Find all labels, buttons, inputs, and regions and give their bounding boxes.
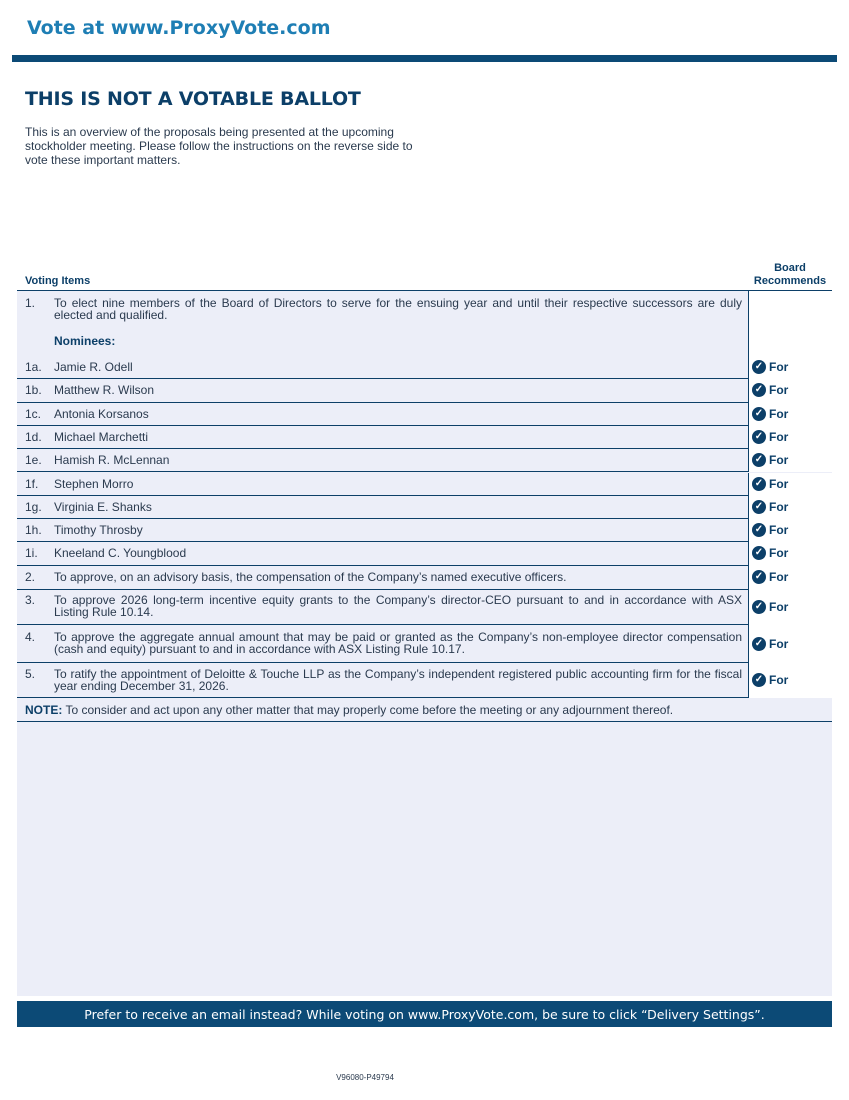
nominee-name: Virginia E. Shanks [54,499,152,514]
recommendation-label: For [769,360,789,374]
recommendation-cell [748,426,832,449]
header-divider [12,55,837,62]
recommendation-label: For [769,523,789,538]
proposal-number: 1. [25,296,36,310]
nominee-number: 1g. [25,499,42,514]
intro-text: This is an overview of the proposals being presented at the upcoming stockholder meeting. Please follow the instructions on the reverse side to vote these important matters. [25,125,413,167]
page-headline: THIS IS NOT A VOTABLE BALLOT [25,88,361,110]
ballot-table [17,290,832,996]
check-circle-icon: ✓ [752,523,766,537]
voting-items-header: Voting Items [25,275,91,287]
proposal-number: 3. [25,592,36,607]
recommendation-label: For [769,673,789,687]
recommendation-label: For [769,429,789,444]
proposal-text: To approve the aggregate annual amount that may be paid or granted as the Company’s non-employee director compensation (cash and equity) pursuant to and in accordance with ASX Listing Rule 10.17. [54,629,742,656]
note-body: To consider and act upon any other matter that may properly come before the meeting or any adjournment thereof. [62,703,674,717]
recommendation-label: For [769,476,789,491]
recommendation-label: For [769,383,789,398]
nominee-row [17,449,832,472]
nominees-label: Nominees: [54,334,116,348]
proposal-number: 2. [25,570,36,584]
recommendation-label: For [769,453,789,468]
nominee-name: Matthew R. Wilson [54,383,155,398]
recommendation-label: For [769,499,789,514]
check-circle-icon: ✓ [752,600,766,614]
recommendation-label: For [769,570,789,584]
check-circle-icon: ✓ [752,546,766,560]
recommendation-label: For [769,599,789,614]
proposal-row-2 [17,566,832,590]
nominee-row [17,403,832,426]
recommendation-cell [748,519,832,542]
nominee-number: 1d. [25,429,42,444]
check-circle-icon: ✓ [752,570,766,584]
recommendation-cell [748,496,832,519]
recommendation-cell [748,291,832,356]
proposal-row-5 [17,663,832,698]
check-circle-icon: ✓ [752,637,766,651]
check-circle-icon: ✓ [752,407,766,421]
nominee-row [17,542,832,566]
recommendation-label: For [769,636,789,651]
recommendation-cell [748,625,832,664]
board-recommends-header [748,262,832,287]
check-circle-icon: ✓ [752,477,766,491]
note-row [17,698,832,722]
nominee-row [17,473,832,496]
recommendation-label: For [769,406,789,421]
nominee-number: 1i. [25,546,38,561]
nominee-row [17,496,832,519]
proposal-number: 5. [25,667,36,681]
check-circle-icon: ✓ [752,673,766,687]
recommendation-label: For [769,546,789,561]
proposal-text: To ratify the appointment of Deloitte & Touche LLP as the Company’s independent registered public accounting firm for the fiscal year ending December 31, 2026. [54,667,742,693]
board-header-line2: Recommends [753,274,827,287]
nominee-number: 1h. [25,523,42,538]
check-circle-icon: ✓ [752,500,766,514]
check-circle-icon: ✓ [752,383,766,397]
proposal-row-4 [17,625,832,664]
recommendation-cell [748,403,832,426]
nominee-row [17,356,832,379]
recommendation-cell [748,473,832,496]
check-circle-icon: ✓ [752,430,766,444]
nominee-name: Jamie R. Odell [54,360,133,374]
recommendation-cell [748,449,832,472]
document-code: V96080-P49794 [336,1073,394,1082]
proposal-text: To approve 2026 long-term incentive equity grants to the Company’s director-CEO pursuant to and in accordance with ASX Listing Rule 10.14. [54,592,742,619]
recommendation-cell [748,590,832,625]
board-header-line1: Board [774,262,806,274]
nominee-number: 1f. [25,476,39,491]
proposal-text: To approve, on an advisory basis, the compensation of the Company’s named executive officers. [54,570,567,584]
nominee-name: Antonia Korsanos [54,406,149,421]
check-circle-icon: ✓ [752,453,766,467]
note-text [25,703,673,717]
nominee-name: Michael Marchetti [54,429,149,444]
nominee-name: Hamish R. McLennan [54,453,170,468]
note-label: NOTE: [25,703,63,717]
nominee-row [17,426,832,449]
nominee-name: Kneeland C. Youngblood [54,546,187,561]
recommendation-cell [748,379,832,402]
nominee-row [17,519,832,542]
check-circle-icon: ✓ [752,360,766,374]
nominee-number: 1e. [25,453,42,468]
recommendation-cell [748,566,832,590]
nominee-name: Timothy Throsby [54,523,143,538]
proposal-text: To elect nine members of the Board of Directors to serve for the ensuing year and until their respective successors are duly elected and qualified. [54,296,742,322]
recommendation-cell [748,542,832,566]
nominee-number: 1b. [25,383,42,398]
proposal-row-3 [17,590,832,625]
recommendation-cell [748,663,832,698]
proxyvote-site-title: Vote at www.ProxyVote.com [27,17,331,39]
proposal-number: 4. [25,629,36,644]
nominee-name: Stephen Morro [54,476,134,491]
nominee-number: 1c. [25,406,42,421]
proposal-row-1 [17,291,832,356]
nominee-row [17,379,832,402]
recommendation-cell [748,356,832,379]
nominee-number: 1a. [25,360,42,374]
email-delivery-banner: Prefer to receive an email instead? While voting on www.ProxyVote.com, be sure to click “Delivery Settings”. [17,1001,832,1027]
